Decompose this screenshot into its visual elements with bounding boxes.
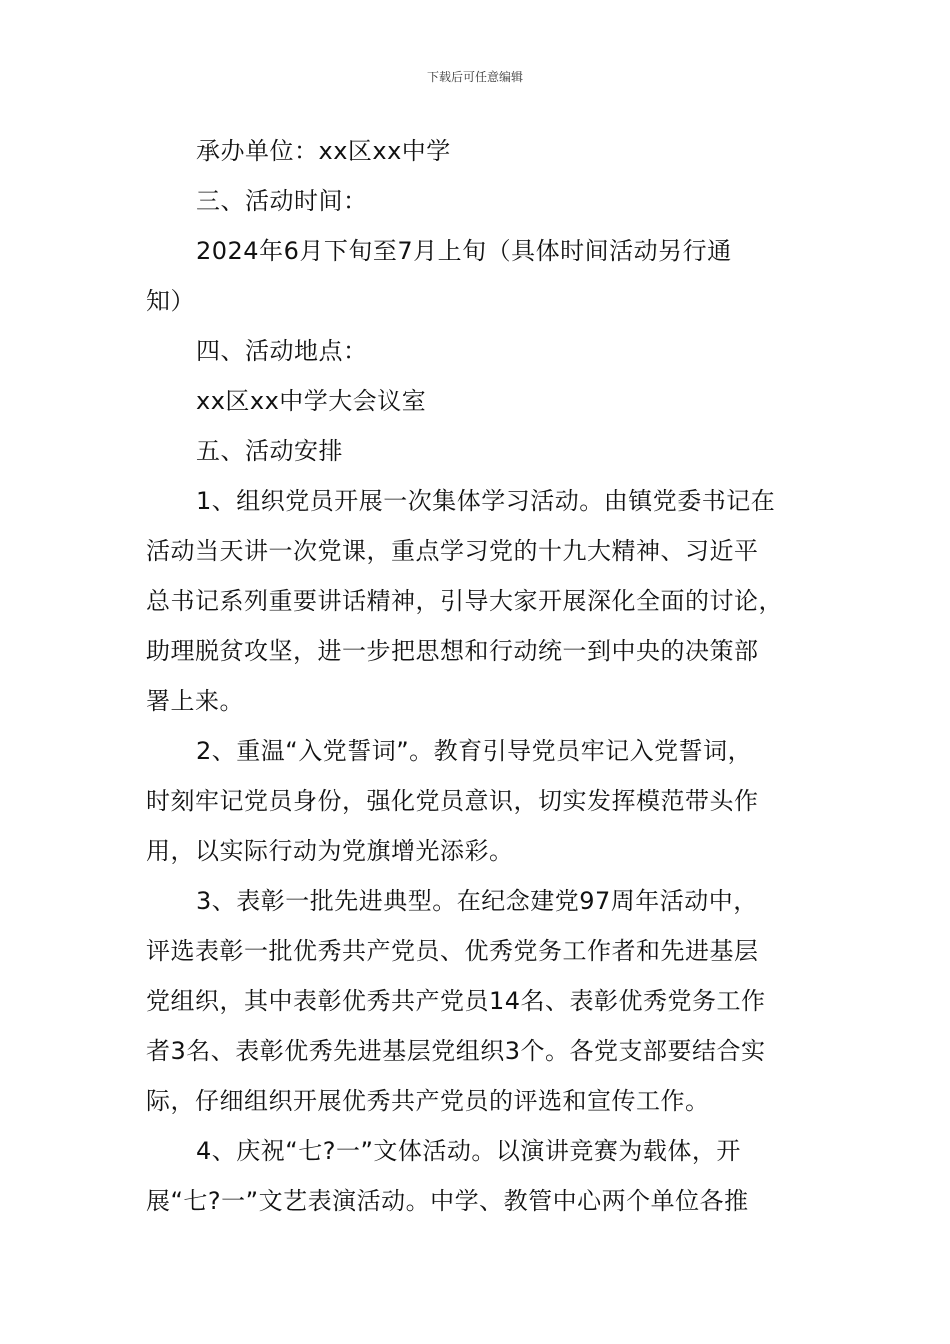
text-line-11: 助理脱贫攻坚，进一步把思想和行动统一到中央的决策部	[146, 637, 759, 665]
text-line-15: 用，以实际行动为党旗增光添彩。	[146, 837, 514, 865]
text-line-6: xx区xx中学大会议室	[196, 387, 427, 415]
text-line-7: 五、活动安排	[196, 437, 343, 465]
text-line-3: 2024年6月下旬至7月上旬（具体时间活动另行通	[196, 237, 732, 265]
document-body	[146, 126, 810, 1226]
text-line-8: 1、组织党员开展一次集体学习活动。由镇党委书记在	[196, 487, 776, 515]
text-line-18: 党组织，其中表彰优秀共产党员14名、表彰优秀党务工作	[146, 987, 766, 1015]
page-header-note: 下载后可任意编辑	[426, 70, 523, 84]
text-line-5: 四、活动地点：	[196, 337, 368, 365]
text-line-16: 3、表彰一批先进典型。在纪念建党97周年活动中，	[196, 887, 758, 915]
text-line-22: 展“七?一”文艺表演活动。中学、教管中心两个单位各推	[146, 1187, 749, 1215]
text-line-2: 三、活动时间：	[196, 187, 368, 215]
text-line-14: 时刻牢记党员身份，强化党员意识，切实发挥模范带头作	[146, 787, 759, 815]
text-line-4: 知）	[146, 287, 195, 315]
text-line-10: 总书记系列重要讲话精神，引导大家开展深化全面的讨论，	[146, 587, 783, 615]
text-line-13: 2、重温“入党誓词”。教育引导党员牢记入党誓词，	[196, 737, 753, 765]
text-line-19: 者3名、表彰优秀先进基层党组织3个。各党支部要结合实	[146, 1037, 766, 1065]
text-line-21: 4、庆祝“七?一”文体活动。以演讲竞赛为载体，开	[196, 1137, 741, 1165]
text-line-20: 际，仔细组织开展优秀共产党员的评选和宣传工作。	[146, 1087, 710, 1115]
text-line-17: 评选表彰一批优秀共产党员、优秀党务工作者和先进基层	[146, 937, 759, 965]
text-line-12: 署上来。	[146, 687, 244, 715]
text-line-9: 活动当天讲一次党课，重点学习党的十九大精神、习近平	[146, 537, 759, 565]
text-line-1: 承办单位：xx区xx中学	[196, 137, 451, 165]
